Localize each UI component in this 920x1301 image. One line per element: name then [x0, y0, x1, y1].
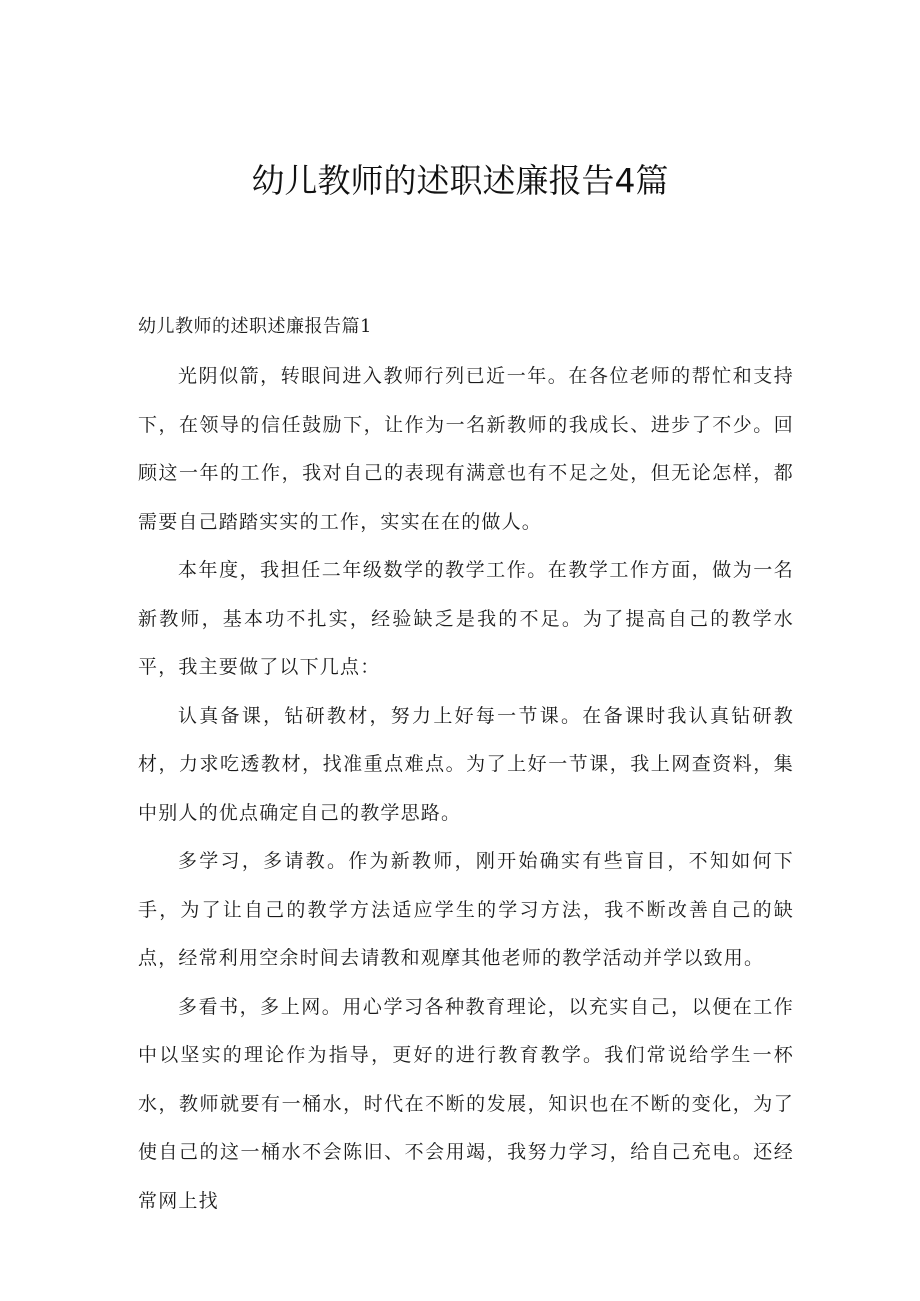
- section-heading: 幼儿教师的述职述廉报告篇1: [138, 316, 372, 337]
- paragraph-5: 多看书，多上网。用心学习各种教育理论，以充实自己，以便在工作中以坚实的理论作为指导，更好的进行教育教学。我们常说给学生一杯水，教师就要有一桶水，时代在不断的发展，知识也在不断的变化，为了使自己的这一桶水不会陈旧、不会用竭，我努力学习，给自己充电。还经常网上找: [138, 995, 794, 1212]
- paragraph-1: 光阴似箭，转眼间进入教师行列已近一年。在各位老师的帮忙和支持下，在领导的信任鼓励下，让作为一名新教师的我成长、进步了不少。回顾这一年的工作，我对自己的表现有满意也有不足之处，但无论怎样，都需要自己踏踏实实的工作，实实在在的做人。: [138, 365, 794, 533]
- body-text: [138, 352, 794, 1225]
- paragraph-3: 认真备课，钻研教材，努力上好每一节课。在备课时我认真钻研教材，力求吃透教材，找准重点难点。为了上好一节课，我上网查资料，集中别人的优点确定自己的教学思路。: [138, 704, 794, 824]
- document-title: 幼儿教师的述职述廉报告4篇: [251, 161, 669, 200]
- paragraph-4: 多学习，多请教。作为新教师，刚开始确实有些盲目，不知如何下手，为了让自己的教学方法适应学生的学习方法，我不断改善自己的缺点，经常利用空余时间去请教和观摩其他老师的教学活动并学以致用。: [138, 850, 794, 969]
- paragraph-2: 本年度，我担任二年级数学的教学工作。在教学工作方面，做为一名新教师，基本功不扎实，经验缺乏是我的不足。为了提高自己的教学水平，我主要做了以下几点：: [138, 559, 794, 678]
